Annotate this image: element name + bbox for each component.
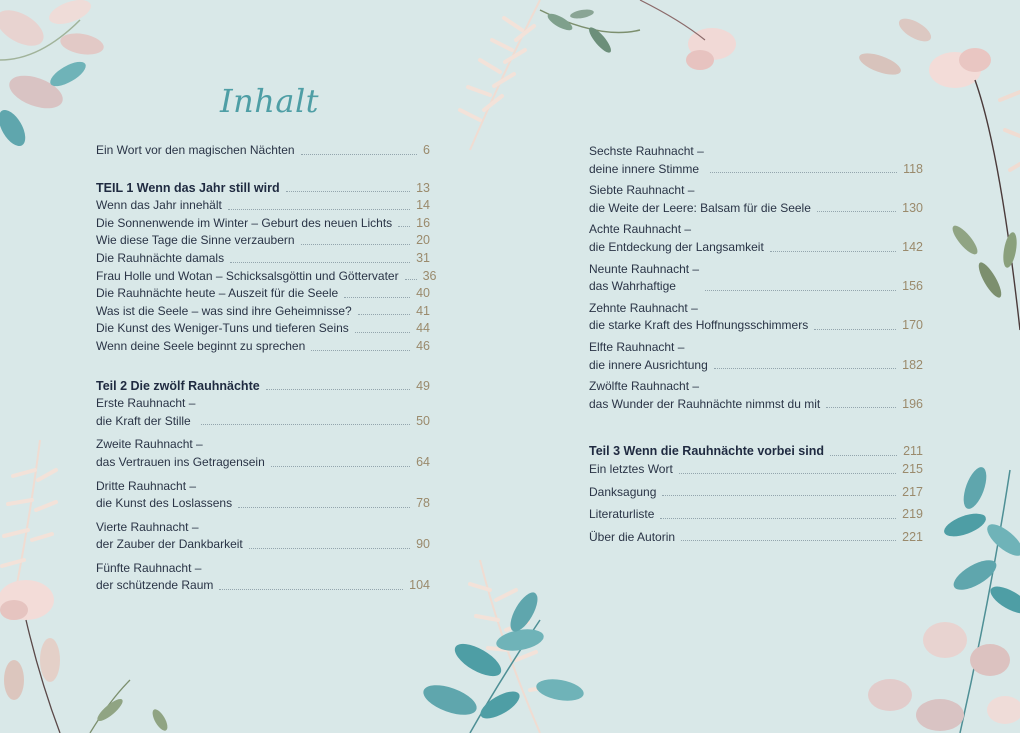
dot-leader [228, 209, 410, 210]
toc-entry [96, 436, 430, 471]
dot-leader [355, 332, 410, 333]
toc-page-number: 130 [902, 200, 923, 215]
toc-entry-title [589, 261, 699, 296]
toc-entry-line: Zwölfte Rauhnacht – [589, 379, 700, 394]
toc-page-number: 13 [416, 180, 430, 195]
toc-page-number: 142 [902, 239, 923, 254]
toc-entry [96, 268, 437, 286]
toc-entry-line: die Kraft der Stille [96, 413, 191, 428]
toc-entry-line: der Zauber der Dankbarkeit [96, 537, 243, 552]
toc-entry [96, 519, 430, 554]
toc-page-number: 219 [902, 507, 923, 522]
toc-entry-line: deine innere Stimme [589, 161, 700, 176]
toc-entry [96, 285, 430, 303]
toc-entry-line: Wie diese Tage die Sinne verzaubern [96, 233, 295, 248]
toc-entry [96, 197, 430, 215]
dot-leader [830, 455, 897, 456]
dot-leader [662, 495, 896, 496]
toc-entry-line: Sechste Rauhnacht – [589, 144, 704, 158]
toc-entry-line: Die Sonnenwende im Winter – Geburt des neuen Lichts [96, 215, 393, 230]
toc-entry-line: die innere Ausrichtung [589, 357, 708, 372]
dot-leader [405, 279, 417, 280]
toc-page-number: 170 [902, 318, 923, 333]
toc-entry-line: Vierte Rauhnacht – [96, 519, 199, 534]
toc-entry-title [589, 182, 811, 217]
toc-entry-title [96, 197, 222, 215]
toc-entry-title [589, 529, 675, 547]
toc-entry-line: Fünfte Rauhnacht – [96, 560, 202, 575]
toc-entry [589, 221, 923, 256]
dot-leader [710, 172, 897, 173]
toc-entry-line: Achte Rauhnacht – [589, 222, 692, 237]
toc-page-number: 44 [416, 321, 430, 336]
toc-page-number: 211 [903, 444, 923, 459]
toc-entry-line: Literaturliste [589, 507, 655, 522]
toc-entry-line: Elfte Rauhnacht – [589, 339, 685, 354]
toc-page-number: 50 [416, 413, 430, 428]
toc-page-number: 36 [422, 268, 437, 283]
toc-entry [96, 320, 430, 338]
toc-entry-line: Ein letztes Wort [589, 461, 673, 476]
toc-entry-line: Zehnte Rauhnacht – [589, 300, 698, 315]
toc-entry [589, 506, 923, 524]
dot-leader [238, 507, 410, 508]
toc-part-heading [589, 443, 923, 461]
toc-page-number: 118 [903, 161, 923, 176]
toc-entry [96, 478, 430, 513]
toc-entry-title [96, 519, 243, 554]
dot-leader [230, 262, 410, 263]
toc-entry [96, 142, 430, 160]
toc-entry [96, 215, 430, 233]
dot-leader [681, 540, 896, 541]
toc-page-number: 46 [416, 338, 430, 353]
toc-page-number: 156 [902, 279, 923, 294]
toc-entry-title [96, 180, 280, 198]
toc-entry-title [96, 215, 392, 233]
toc-entry-line: Teil 3 Wenn die Rauhnächte vorbei sind [589, 444, 824, 459]
toc-entry-line: Was ist die Seele – was sind ihre Geheimnisse? [96, 303, 352, 318]
dot-leader [814, 329, 896, 330]
toc-entry-title [96, 560, 213, 595]
toc-page-number: 221 [902, 529, 923, 544]
toc-entry-line: Danksagung [589, 484, 657, 499]
toc-page-number: 215 [902, 461, 923, 476]
toc-entry [96, 303, 430, 321]
toc-part-heading [96, 378, 430, 396]
toc-page-number: 196 [902, 396, 923, 411]
top-left-leaves-icon [0, 0, 105, 150]
dot-leader [311, 350, 410, 351]
toc-entry-line: der schützende Raum [96, 578, 214, 593]
toc-entry-title [96, 285, 338, 303]
toc-entry-line: die Kunst des Loslassens [96, 496, 233, 511]
toc-entry [96, 232, 430, 250]
page-title: Inhalt [220, 82, 320, 120]
toc-entry-line: die Entdeckung der Langsamkeit [589, 239, 764, 254]
toc-entry-line: das Wunder der Rauhnächte nimmst du mit [589, 396, 821, 411]
toc-entry [96, 395, 430, 430]
top-center-fern-icon [460, 0, 736, 150]
toc-entry-line: Siebte Rauhnacht – [589, 183, 695, 198]
toc-entry-line: das Wahrhaftige [589, 279, 676, 294]
toc-entry-line: Die Kunst des Weniger-Tuns und tieferen Seins [96, 321, 349, 336]
toc-entry-line: Erste Rauhnacht – [96, 396, 196, 411]
dot-leader [301, 244, 411, 245]
toc-entry-line: Die Rauhnächte damals [96, 250, 225, 265]
toc-entry-title [96, 320, 349, 338]
toc-entry-title [96, 395, 195, 430]
toc-entry-title [96, 142, 295, 160]
toc-page-number: 104 [409, 578, 430, 593]
toc-page-number: 217 [902, 484, 923, 499]
toc-entry-title [589, 461, 673, 479]
dot-leader [398, 226, 410, 227]
toc-entry-line: Zweite Rauhnacht – [96, 437, 203, 452]
dot-leader [770, 251, 896, 252]
toc-entry-line: Wenn das Jahr innehält [96, 198, 222, 213]
toc-entry-line: das Vertrauen ins Getragensein [96, 454, 265, 469]
dot-leader [344, 297, 410, 298]
toc-left-column [96, 142, 437, 595]
toc-page-number: 90 [416, 537, 430, 552]
toc-entry [589, 484, 923, 502]
toc-entry-title [96, 250, 224, 268]
toc-entry-title [589, 339, 708, 374]
toc-entry-title [96, 303, 352, 321]
dot-leader [826, 407, 896, 408]
toc-entry-title [96, 232, 295, 250]
toc-entry-line: Wenn deine Seele beginnt zu sprechen [96, 338, 306, 353]
toc-entry-title [96, 478, 232, 513]
toc-entry-title [96, 436, 265, 471]
toc-entry [589, 339, 923, 374]
toc-entry-title [96, 268, 399, 286]
toc-page-number: 41 [416, 303, 430, 318]
toc-entry-line: Die Rauhnächte heute – Auszeit für die Seele [96, 286, 339, 301]
toc-page-number: 182 [902, 357, 923, 372]
dot-leader [249, 548, 410, 549]
toc-entry-line: TEIL 1 Wenn das Jahr still wird [96, 180, 280, 195]
toc-entry [96, 338, 430, 356]
toc-entry-line: die Weite der Leere: Balsam für die Seele [589, 200, 811, 215]
toc-entry-line: Dritte Rauhnacht – [96, 478, 197, 493]
toc-page-number: 6 [423, 143, 430, 157]
toc-entry [589, 529, 923, 547]
toc-page-number: 49 [416, 378, 430, 393]
dot-leader [660, 518, 896, 519]
dot-leader [714, 368, 896, 369]
dot-leader [286, 191, 410, 192]
toc-entry-title [589, 506, 654, 524]
toc-entry [589, 143, 923, 178]
toc-entry-line: Ein Wort vor den magischen Nächten [96, 143, 295, 157]
toc-entry-line: Neunte Rauhnacht – [589, 261, 700, 276]
bottom-center-leaves-icon [420, 560, 586, 733]
toc-page-number: 40 [416, 286, 430, 301]
dot-leader [301, 154, 418, 155]
toc-entry-line: Frau Holle und Wotan – Schicksalsgöttin und Göttervater [96, 268, 399, 283]
dot-leader [266, 389, 410, 390]
toc-entry [589, 378, 923, 413]
toc-entry [589, 182, 923, 217]
toc-page-number: 78 [416, 496, 430, 511]
toc-page-number: 31 [416, 250, 430, 265]
toc-entry [589, 300, 923, 335]
toc-page-number: 14 [416, 198, 430, 213]
toc-entry-line: Teil 2 Die zwölf Rauhnächte [96, 378, 260, 393]
toc-entry-title [589, 300, 808, 335]
toc-entry-title [589, 378, 820, 413]
toc-entry-title [96, 338, 305, 356]
dot-leader [679, 473, 896, 474]
toc-entry-title [589, 443, 824, 461]
toc-page-number: 16 [416, 215, 431, 230]
dot-leader [705, 290, 896, 291]
dot-leader [271, 466, 410, 467]
toc-entry-title [589, 221, 764, 256]
toc-entry-title [589, 484, 656, 502]
dot-leader [201, 424, 410, 425]
toc-entry-title [96, 378, 260, 396]
dot-leader [219, 589, 403, 590]
dot-leader [817, 211, 896, 212]
toc-page-number: 20 [416, 233, 430, 248]
toc-entry [589, 461, 923, 479]
toc-entry-line: die starke Kraft des Hoffnungsschimmers [589, 318, 809, 333]
toc-part-heading [96, 180, 430, 198]
dot-leader [358, 314, 410, 315]
toc-entry [96, 560, 430, 595]
toc-right-column [589, 143, 923, 546]
toc-entry [96, 250, 430, 268]
toc-page-number: 64 [416, 454, 430, 469]
toc-entry-line: Über die Autorin [589, 529, 676, 544]
toc-entry-title [589, 143, 704, 178]
toc-entry [589, 261, 923, 296]
